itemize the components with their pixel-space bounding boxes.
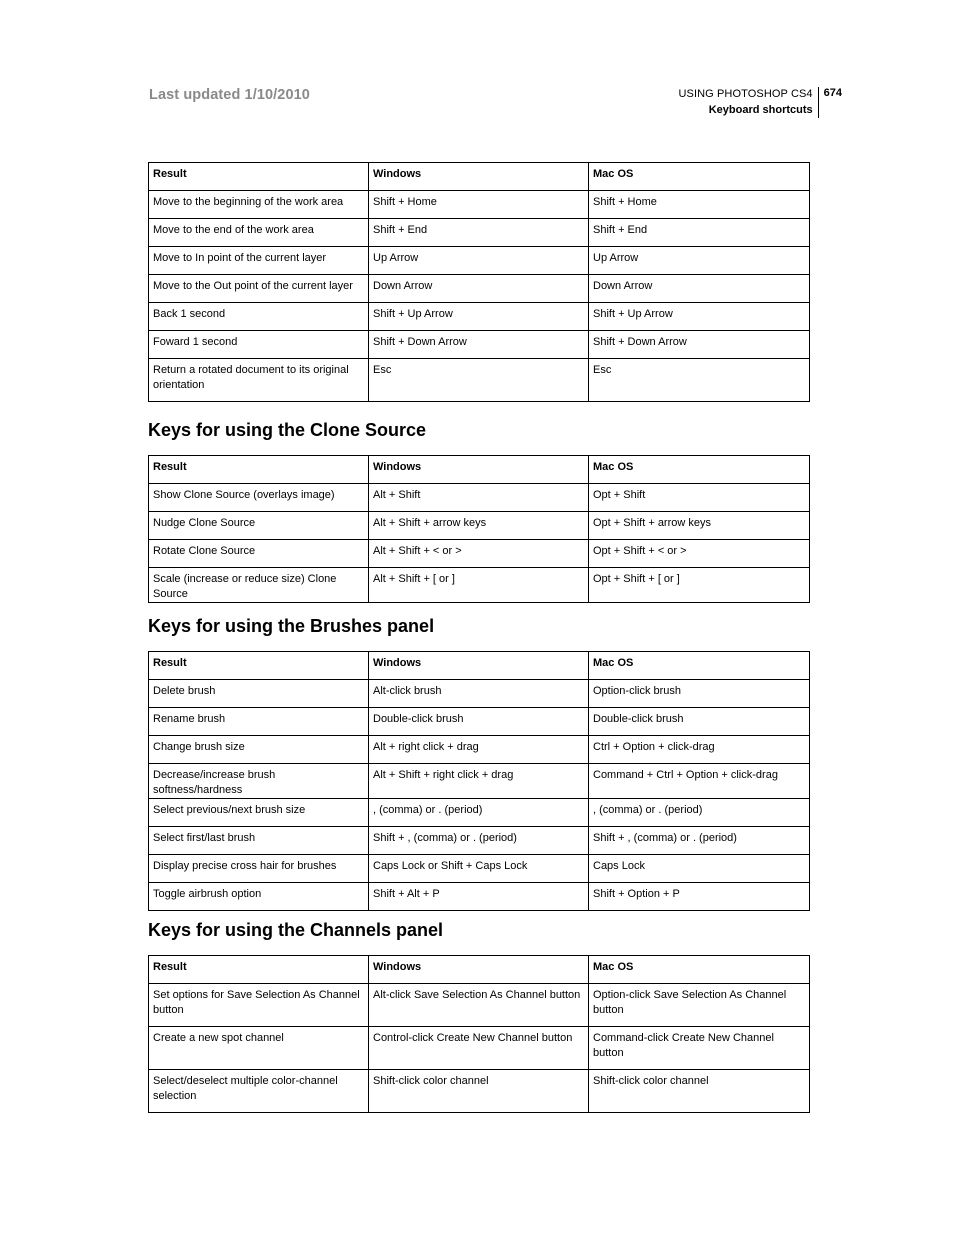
section-heading-clone-source: Keys for using the Clone Source — [148, 420, 427, 440]
mac-cell: Shift-click color channel — [589, 1070, 810, 1113]
mac-cell: Command-click Create New Channel button — [589, 1027, 810, 1070]
result-cell: Select/deselect multiple color-channel selection — [149, 1070, 369, 1113]
mac-cell: Caps Lock — [589, 855, 810, 883]
table-row — [149, 855, 810, 883]
timeline-shortcuts-table — [148, 162, 810, 402]
column-header-result: Result — [149, 652, 369, 680]
table-row — [149, 247, 810, 275]
table-header-row — [149, 652, 810, 680]
column-header-windows: Windows — [369, 652, 589, 680]
mac-cell: Shift + , (comma) or . (period) — [589, 827, 810, 855]
mac-cell: Shift + Down Arrow — [589, 331, 810, 359]
result-cell: Decrease/increase brush softness/hardness — [149, 764, 369, 799]
mac-cell: Ctrl + Option + click-drag — [589, 736, 810, 764]
table-header-row — [149, 163, 810, 191]
last-updated-date: Last updated 1/10/2010 — [149, 87, 310, 103]
result-cell: Display precise cross hair for brushes — [149, 855, 369, 883]
table-row — [149, 680, 810, 708]
result-cell: Delete brush — [149, 680, 369, 708]
section-heading-brushes-panel: Keys for using the Brushes panel — [148, 616, 435, 636]
table-row — [149, 484, 810, 512]
mac-cell: Command + Ctrl + Option + click-drag — [589, 764, 810, 799]
result-cell: Toggle airbrush option — [149, 883, 369, 911]
windows-cell: Down Arrow — [369, 275, 589, 303]
table-header-row — [149, 956, 810, 984]
windows-cell: Alt + Shift + right click + drag — [369, 764, 589, 799]
mac-cell: Opt + Shift + < or > — [589, 540, 810, 568]
mac-cell: Option-click brush — [589, 680, 810, 708]
clone-source-shortcuts-table — [148, 455, 810, 603]
windows-cell: , (comma) or . (period) — [369, 799, 589, 827]
table-row — [149, 359, 810, 402]
column-header-mac: Mac OS — [589, 652, 810, 680]
result-cell: Select previous/next brush size — [149, 799, 369, 827]
channels-panel-shortcuts-table — [148, 955, 810, 1113]
chapter-title: Keyboard shortcuts — [708, 104, 813, 116]
column-header-mac: Mac OS — [589, 163, 810, 191]
document-title: USING PHOTOSHOP CS4 — [678, 88, 813, 100]
mac-cell: Shift + Up Arrow — [589, 303, 810, 331]
mac-cell: Up Arrow — [589, 247, 810, 275]
table-row — [149, 799, 810, 827]
running-header — [679, 87, 843, 118]
windows-cell: Alt + Shift + arrow keys — [369, 512, 589, 540]
column-header-result: Result — [149, 456, 369, 484]
result-cell: Nudge Clone Source — [149, 512, 369, 540]
section-heading-channels-panel: Keys for using the Channels panel — [148, 920, 444, 940]
column-header-mac: Mac OS — [589, 956, 810, 984]
table-row — [149, 736, 810, 764]
mac-cell: Opt + Shift + arrow keys — [589, 512, 810, 540]
result-cell: Rename brush — [149, 708, 369, 736]
table-row — [149, 708, 810, 736]
windows-cell: Alt + Shift + [ or ] — [369, 568, 589, 603]
windows-cell: Shift + Home — [369, 191, 589, 219]
column-header-windows: Windows — [369, 456, 589, 484]
result-cell: Move to In point of the current layer — [149, 247, 369, 275]
table-row — [149, 303, 810, 331]
mac-cell: Opt + Shift — [589, 484, 810, 512]
brushes-panel-shortcuts-table — [148, 651, 810, 911]
result-cell: Move to the Out point of the current layer — [149, 275, 369, 303]
table-row — [149, 275, 810, 303]
table-row — [149, 331, 810, 359]
result-cell: Back 1 second — [149, 303, 369, 331]
column-header-result: Result — [149, 956, 369, 984]
column-header-windows: Windows — [369, 163, 589, 191]
result-cell: Move to the end of the work area — [149, 219, 369, 247]
windows-cell: Shift + Alt + P — [369, 883, 589, 911]
table-header-row — [149, 456, 810, 484]
result-cell: Show Clone Source (overlays image) — [149, 484, 369, 512]
windows-cell: Shift + Up Arrow — [369, 303, 589, 331]
result-cell: Rotate Clone Source — [149, 540, 369, 568]
table-row — [149, 827, 810, 855]
windows-cell: Esc — [369, 359, 589, 402]
result-cell: Create a new spot channel — [149, 1027, 369, 1070]
windows-cell: Shift + , (comma) or . (period) — [369, 827, 589, 855]
table-row — [149, 984, 810, 1027]
result-cell: Foward 1 second — [149, 331, 369, 359]
running-header-titles — [679, 87, 819, 118]
windows-cell: Alt + Shift + < or > — [369, 540, 589, 568]
table-row — [149, 219, 810, 247]
windows-cell: Shift + End — [369, 219, 589, 247]
result-cell: Scale (increase or reduce size) Clone Source — [149, 568, 369, 603]
mac-cell: , (comma) or . (period) — [589, 799, 810, 827]
windows-cell: Shift + Down Arrow — [369, 331, 589, 359]
mac-cell: Esc — [589, 359, 810, 402]
windows-cell: Shift-click color channel — [369, 1070, 589, 1113]
column-header-mac: Mac OS — [589, 456, 810, 484]
windows-cell: Up Arrow — [369, 247, 589, 275]
column-header-windows: Windows — [369, 956, 589, 984]
table-row — [149, 883, 810, 911]
windows-cell: Double-click brush — [369, 708, 589, 736]
mac-cell: Double-click brush — [589, 708, 810, 736]
table-row — [149, 568, 810, 603]
windows-cell: Alt-click Save Selection As Channel button — [369, 984, 589, 1027]
table-row — [149, 540, 810, 568]
windows-cell: Caps Lock or Shift + Caps Lock — [369, 855, 589, 883]
mac-cell: Opt + Shift + [ or ] — [589, 568, 810, 603]
table-row — [149, 1027, 810, 1070]
mac-cell: Down Arrow — [589, 275, 810, 303]
column-header-result: Result — [149, 163, 369, 191]
windows-cell: Control-click Create New Channel button — [369, 1027, 589, 1070]
table-row — [149, 1070, 810, 1113]
windows-cell: Alt + Shift — [369, 484, 589, 512]
page-number: 674 — [823, 87, 842, 99]
table-row — [149, 191, 810, 219]
mac-cell: Shift + End — [589, 219, 810, 247]
table-row — [149, 764, 810, 799]
windows-cell: Alt + right click + drag — [369, 736, 589, 764]
mac-cell: Shift + Option + P — [589, 883, 810, 911]
windows-cell: Alt-click brush — [369, 680, 589, 708]
mac-cell: Option-click Save Selection As Channel button — [589, 984, 810, 1027]
result-cell: Select first/last brush — [149, 827, 369, 855]
result-cell: Change brush size — [149, 736, 369, 764]
table-row — [149, 512, 810, 540]
result-cell: Set options for Save Selection As Channel button — [149, 984, 369, 1027]
result-cell: Return a rotated document to its original orientation — [149, 359, 369, 402]
mac-cell: Shift + Home — [589, 191, 810, 219]
result-cell: Move to the beginning of the work area — [149, 191, 369, 219]
